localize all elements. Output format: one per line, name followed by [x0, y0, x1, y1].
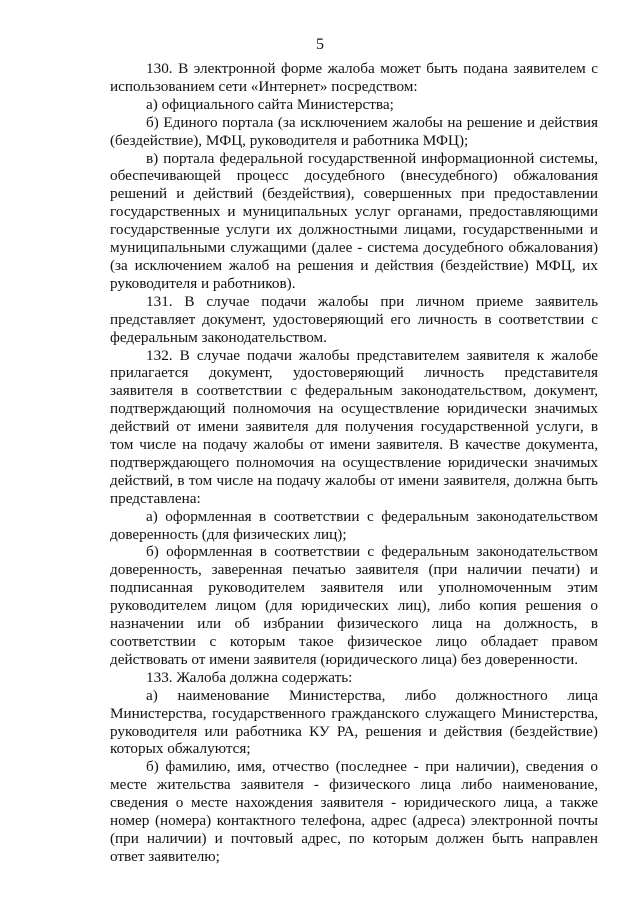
paragraph-130-c: в) портала федеральной государственной информационной системы, обеспечивающей процесс досудебного (внесудебного) обжалования решений и действий (бездействия), совершенных при предоставлении государственных и муниципальных услуг органами, предоставляющими государственные услуги их должностными лицами, государственными и муниципальными служащими (далее - система досудебного обжалования) (за исключением жалоб на решения и действия (бездействие) МФЦ, их руководителя и работников). — [110, 149, 598, 292]
paragraph-130: 130. В электронной форме жалоба может быть подана заявителем с использованием сети «Интернет» посредством: — [110, 60, 598, 95]
paragraph-132: 132. В случае подачи жалобы представителем заявителя к жалобе прилагается документ, удостоверяющий личность представителя заявителя в соответствии с федеральным законодательством, документ, подтверждающий полномочия на осуществление юридически значимых действий от имени заявителя для получения государственной услуги, в том числе на подачу жалобы от имени заявителя. В качестве документа, подтверждающего полномочия на осуществление юридически значимых действий, в том числе на подачу жалобы от имени заявителя, должна быть представлена: — [110, 346, 598, 507]
paragraph-133-b: б) фамилию, имя, отчество (последнее - при наличии), сведения о месте жительства заявителя - физического лица либо наименование, сведения о месте нахождения заявителя - юридического лица, а также номер (номера) контактного телефона, адрес (адреса) электронной почты (при наличии) и почтовый адрес, по которым должен быть направлен ответ заявителю; — [110, 758, 598, 865]
page-number: 5 — [316, 36, 324, 53]
paragraph-132-b: б) оформленная в соответствии с федеральным законодательством доверенность, заверенная печатью заявителя (при наличии печати) и подписанная руководителем заявителя или уполномоченным этим руководителем лицом (для юридических лиц), либо копия решения о назначении или об избрании физического лица на должность, в соответствии с которым такое физическое лицо обладает правом действовать от имени заявителя (юридического лица) без доверенности. — [110, 543, 598, 668]
paragraph-130-b: б) Единого портала (за исключением жалобы на решение и действия (бездействие), МФЦ, руководителя и работника МФЦ); — [110, 113, 598, 149]
document-body — [110, 60, 598, 866]
paragraph-133: 133. Жалоба должна содержать: — [146, 668, 353, 686]
paragraph-132-a: а) оформленная в соответствии с федеральным законодательством доверенность (для физических лиц); — [110, 507, 598, 543]
paragraph-131: 131. В случае подачи жалобы при личном приеме заявитель представляет документ, удостоверяющий его личность в соответствии с федеральным законодательством. — [110, 292, 598, 346]
paragraph-130-a: а) официального сайта Министерства; — [146, 95, 394, 113]
paragraph-133-a: а) наименование Министерства, либо должностного лица Министерства, государственного гражданского служащего Министерства, руководителя или работника КУ РА, решения и действия (бездействие) которых обжалуются; — [110, 686, 598, 758]
